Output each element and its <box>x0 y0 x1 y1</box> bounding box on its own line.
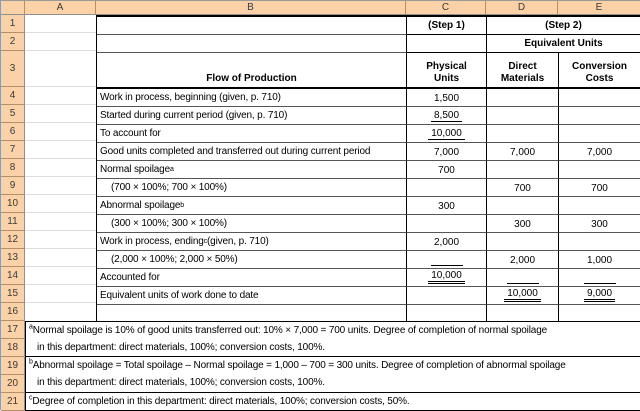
cell-a7[interactable] <box>25 141 96 159</box>
cell-d15[interactable] <box>487 287 559 305</box>
value-double-underlined: 10,000 <box>504 288 541 302</box>
cell-a9[interactable] <box>25 177 96 195</box>
cell-c14[interactable] <box>407 269 487 287</box>
value: 700 <box>514 183 531 194</box>
col-header-d[interactable]: D <box>486 1 558 15</box>
row-header-14[interactable]: 14 <box>1 267 25 285</box>
row-label: (700 × 100%; 700 × 100%) <box>111 182 227 193</box>
cell-a5[interactable] <box>25 105 96 123</box>
row-label: Work in process, ending <box>100 236 204 247</box>
cell-a16[interactable] <box>25 303 96 321</box>
cell-a11[interactable] <box>25 213 96 231</box>
cell-c5[interactable] <box>407 107 487 125</box>
column-headers <box>25 1 640 15</box>
value: 1,000 <box>586 255 613 266</box>
cell-c10[interactable] <box>407 197 487 215</box>
cell-d6[interactable] <box>487 125 559 143</box>
cell-a14[interactable] <box>25 267 96 285</box>
cell-e9[interactable] <box>559 179 640 197</box>
cell-e11[interactable] <box>559 215 640 233</box>
cell-b15[interactable] <box>97 287 407 305</box>
cell-c15[interactable] <box>407 287 487 305</box>
footnote-b-line-1 <box>29 357 640 374</box>
cell-d11[interactable] <box>487 215 559 233</box>
footnote-text: Abnormal spoilage = Total spoilage – Normal spoilage = 1,000 – 700 = 300 units. Degree of completion of abnormal spoilage <box>32 360 566 371</box>
total-rule <box>507 273 539 284</box>
cell-d12[interactable] <box>487 233 559 251</box>
total-rule <box>431 255 463 266</box>
cell-d8[interactable] <box>487 161 559 179</box>
row-header-16[interactable]: 16 <box>1 303 25 321</box>
row-label: Equivalent units of work done to date <box>100 290 259 301</box>
cell-c12[interactable] <box>407 233 487 251</box>
row-label: To account for <box>100 128 161 139</box>
cell-e7[interactable] <box>559 143 640 161</box>
row-header-18[interactable]: 18 <box>1 339 25 357</box>
value-double-underlined: 9,000 <box>584 288 615 302</box>
cell-e6[interactable] <box>559 125 640 143</box>
cell-b13[interactable] <box>97 251 407 269</box>
row-header-1[interactable]: 1 <box>1 15 25 33</box>
cell-e13[interactable] <box>559 251 640 269</box>
value: 300 <box>514 219 531 230</box>
row-label: Accounted for <box>100 272 160 283</box>
value: 7,000 <box>586 147 613 158</box>
cell-e15[interactable] <box>559 287 640 305</box>
cell-a2[interactable] <box>25 33 96 51</box>
cell-d10[interactable] <box>487 197 559 215</box>
row-label: (2,000 × 100%; 2,000 × 50%) <box>111 254 238 265</box>
physical-units-label: Physical Units <box>426 61 467 84</box>
footnote-a-line-2 <box>29 339 640 356</box>
cell-e5[interactable] <box>559 107 640 125</box>
cell-b6[interactable] <box>97 125 407 143</box>
cell-d9[interactable] <box>487 179 559 197</box>
cell-c8[interactable] <box>407 161 487 179</box>
cell-e4[interactable] <box>559 89 640 107</box>
row-label: Abnormal spoilage <box>100 200 181 211</box>
cell-c7[interactable] <box>407 143 487 161</box>
cell-b5[interactable] <box>97 107 407 125</box>
cell-d14[interactable] <box>487 269 559 287</box>
footnote-b[interactable] <box>25 357 640 393</box>
footnote-text: in this department: direct materials, 100%; conversion costs, 100%. <box>37 377 325 388</box>
row-header-20[interactable]: 20 <box>1 375 25 393</box>
cell-a3[interactable] <box>25 51 96 87</box>
value: 700 <box>438 165 455 176</box>
cell-e12[interactable] <box>559 233 640 251</box>
cell-a1[interactable] <box>25 15 96 33</box>
select-all-corner[interactable] <box>1 1 25 15</box>
cell-d2-equivalent-units[interactable]: Equivalent Units <box>487 35 640 53</box>
cell-c16[interactable] <box>407 305 487 321</box>
cell-b2[interactable] <box>97 35 407 53</box>
row-headers <box>1 15 25 411</box>
cell-c13[interactable] <box>407 251 487 269</box>
row-label-suffix: (given, p. 710) <box>207 236 269 247</box>
cell-d4[interactable] <box>487 89 559 107</box>
footnote-marker: a <box>29 323 33 331</box>
footnote-a-line-1 <box>29 322 640 339</box>
cell-c3-physical-units[interactable] <box>407 53 487 89</box>
footnote-c[interactable] <box>25 393 640 411</box>
row-label: Started during current period (given, p. 710) <box>100 110 288 121</box>
value: 300 <box>591 219 608 230</box>
footnote-b-line-2 <box>29 374 640 391</box>
cell-b16[interactable] <box>97 305 407 321</box>
row-header-19[interactable]: 19 <box>1 357 25 375</box>
row-header-11[interactable]: 11 <box>1 213 25 231</box>
conversion-costs-label: Conversion Costs <box>571 61 627 84</box>
cell-a4[interactable] <box>25 87 96 105</box>
cell-c6[interactable] <box>407 125 487 143</box>
footnote-marker: c <box>29 394 33 402</box>
footnote-a[interactable] <box>25 321 640 357</box>
cell-d13[interactable] <box>487 251 559 269</box>
cell-b11[interactable] <box>97 215 407 233</box>
cell-b12[interactable]: Work in process, ending c (given, p. 710) <box>97 233 407 251</box>
cell-b1[interactable] <box>97 17 407 35</box>
cell-a6[interactable] <box>25 123 96 141</box>
footnote-text: in this department: direct materials, 100%; conversion costs, 100%. <box>37 342 325 353</box>
cell-a12[interactable] <box>25 231 96 249</box>
value: 7,000 <box>509 147 536 158</box>
row-header-9[interactable]: 9 <box>1 177 25 195</box>
col-header-a[interactable]: A <box>25 1 96 15</box>
cell-b10[interactable]: Abnormal spoilage b <box>97 197 407 215</box>
row-header-10[interactable]: 10 <box>1 195 25 213</box>
value: 700 <box>591 183 608 194</box>
footnote-c-line-1 <box>29 393 640 410</box>
total-rule <box>584 273 616 284</box>
cell-e3-conversion-costs[interactable] <box>559 53 640 89</box>
row-label: Normal spoilage <box>100 164 171 175</box>
cell-d1-step2[interactable]: (Step 2) <box>487 17 640 35</box>
cell-e16[interactable] <box>559 305 640 321</box>
cell-a8[interactable] <box>25 159 96 177</box>
row-header-7[interactable]: 7 <box>1 141 25 159</box>
cell-a13[interactable] <box>25 249 96 267</box>
flow-of-production-table <box>96 15 640 321</box>
cell-b4[interactable] <box>97 89 407 107</box>
cell-b14[interactable] <box>97 269 407 287</box>
cell-e14[interactable] <box>559 269 640 287</box>
row-label: Good units completed and transferred out during current period <box>100 146 371 157</box>
row-header-15[interactable]: 15 <box>1 285 25 303</box>
value-underlined: 10,000 <box>428 128 465 140</box>
cell-c2[interactable] <box>407 35 487 53</box>
footnote-text: Degree of completion in this department: direct materials, 100%; conversion costs, 50%. <box>32 396 410 407</box>
row-label: (300 × 100%; 300 × 100%) <box>111 218 227 229</box>
flow-of-production-label: Flow of Production <box>206 72 297 84</box>
cell-a15[interactable] <box>25 285 96 303</box>
cell-d5[interactable] <box>487 107 559 125</box>
footnote-marker: b <box>29 358 33 366</box>
row-header-8[interactable]: 8 <box>1 159 25 177</box>
direct-materials-label: Direct Materials <box>500 61 545 84</box>
row-header-21[interactable]: 21 <box>1 393 25 411</box>
value: 2,000 <box>433 237 460 248</box>
row-label: Work in process, beginning (given, p. 710) <box>100 92 281 103</box>
cell-d3-direct-materials[interactable] <box>487 53 559 89</box>
value: 2,000 <box>509 255 536 266</box>
cell-b7[interactable] <box>97 143 407 161</box>
cell-d16[interactable] <box>487 305 559 321</box>
cell-c9[interactable] <box>407 179 487 197</box>
footnote-text: Normal spoilage is 10% of good units transferred out: 10% × 7,000 = 700 units. Degree of completion of normal spoilage <box>32 325 548 336</box>
value: 300 <box>438 201 455 212</box>
row-header-2[interactable]: 2 <box>1 33 25 51</box>
col-header-b[interactable]: B <box>96 1 406 15</box>
footnotes <box>25 321 640 411</box>
cell-c1-step1[interactable]: (Step 1) <box>407 17 487 35</box>
cell-b3-flow-of-production[interactable] <box>97 53 407 89</box>
cell-e8[interactable] <box>559 161 640 179</box>
value: 7,000 <box>433 147 460 158</box>
row-header-6[interactable]: 6 <box>1 123 25 141</box>
cell-b9[interactable] <box>97 179 407 197</box>
row-header-4[interactable]: 4 <box>1 87 25 105</box>
column-a-cells <box>25 15 96 321</box>
cell-a10[interactable] <box>25 195 96 213</box>
row-header-3[interactable]: 3 <box>1 51 25 87</box>
value-underlined: 8,500 <box>431 110 462 122</box>
col-header-e[interactable]: E <box>558 1 640 15</box>
cell-d7[interactable] <box>487 143 559 161</box>
row-header-13[interactable]: 13 <box>1 249 25 267</box>
cell-c4[interactable] <box>407 89 487 107</box>
cell-c11[interactable] <box>407 215 487 233</box>
value: 1,500 <box>433 93 460 104</box>
cell-e10[interactable] <box>559 197 640 215</box>
row-header-5[interactable]: 5 <box>1 105 25 123</box>
row-header-12[interactable]: 12 <box>1 231 25 249</box>
row-header-17[interactable]: 17 <box>1 321 25 339</box>
col-header-c[interactable]: C <box>406 1 486 15</box>
cell-b8[interactable]: Normal spoilage a <box>97 161 407 179</box>
value-double-underlined: 10,000 <box>428 270 465 284</box>
